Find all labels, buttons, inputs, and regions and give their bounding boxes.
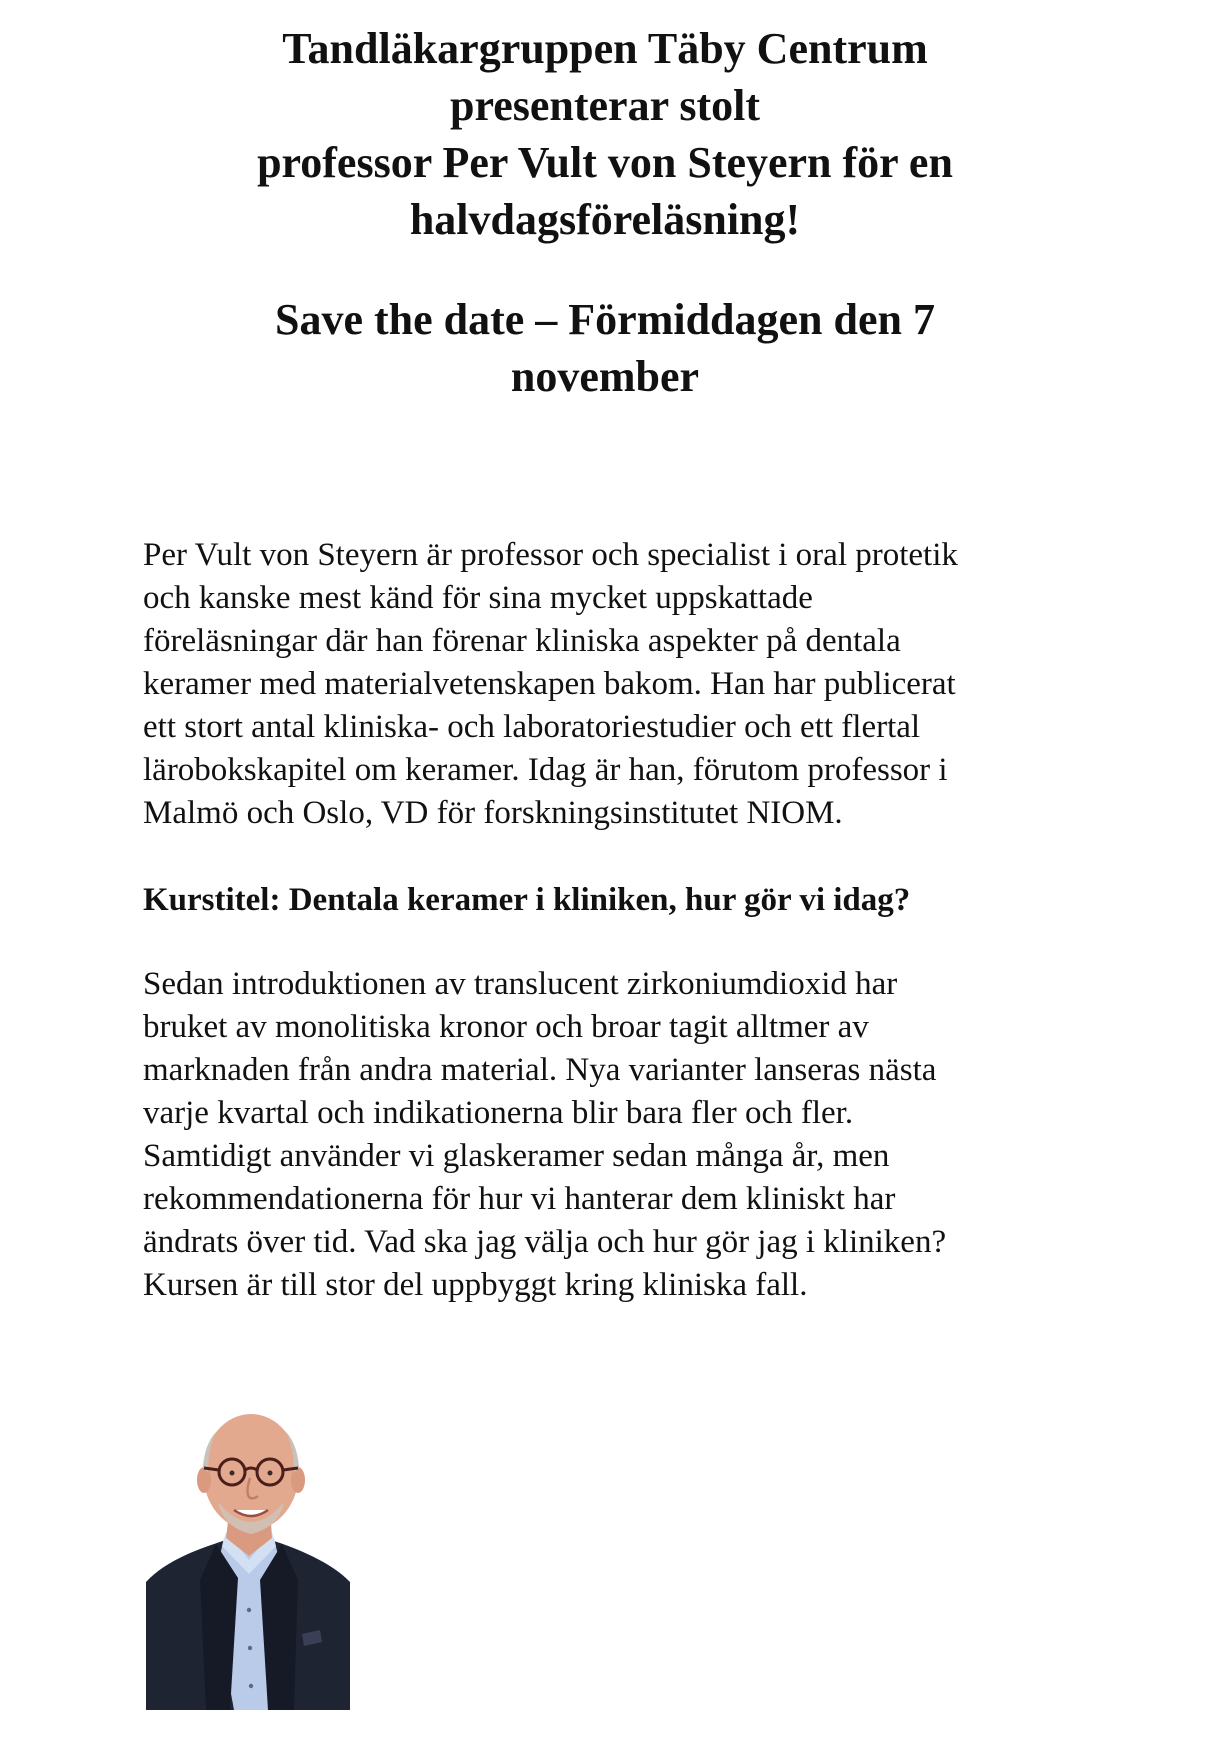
portrait-illustration — [146, 1410, 350, 1710]
portrait-shirt-button — [249, 1684, 253, 1688]
headline-line: professor Per Vult von Steyern för en — [257, 138, 953, 187]
portrait-glasses-arm — [283, 1468, 298, 1470]
description-line: varje kvartal och indikationerna blir bara fler och fler. — [143, 1095, 854, 1131]
portrait-shirt-button — [248, 1646, 252, 1650]
bio-line: lärobokskapitel om keramer. Idag är han, förutom professor i — [143, 752, 948, 788]
speaker-bio — [143, 534, 1073, 835]
description-line: ändrats över tid. Vad ska jag välja och hur gör jag i kliniken? — [143, 1224, 947, 1260]
course-description — [143, 963, 1073, 1307]
bio-line: Malmö och Oslo, VD för forskningsinstitutet NIOM. — [143, 795, 843, 831]
description-line: Kursen är till stor del uppbyggt kring kliniska fall. — [143, 1267, 808, 1303]
bio-line: och kanske mest känd för sina mycket uppskattade — [143, 580, 813, 616]
bio-line: keramer med materialvetenskapen bakom. Han har publicerat — [143, 666, 956, 702]
headline-line: Tandläkargruppen Täby Centrum — [282, 24, 928, 73]
portrait-shirt-button — [247, 1608, 251, 1612]
description-line: Sedan introduktionen av translucent zirkoniumdioxid har — [143, 966, 898, 1002]
description-line: marknaden från andra material. Nya varianter lanseras nästa — [143, 1052, 937, 1088]
description-line: rekommendationerna för hur vi hanterar dem kliniskt har — [143, 1181, 896, 1217]
bio-line: ett stort antal kliniska- och laboratoriestudier och ett flertal — [143, 709, 921, 745]
bio-line: Per Vult von Steyern är professor och specialist i oral protetik — [143, 537, 958, 573]
save-the-date-line: Save the date – Förmiddagen den 7 — [275, 295, 935, 344]
portrait-glasses-arm — [204, 1468, 219, 1470]
bio-line: föreläsningar där han förenar kliniska aspekter på dentala — [143, 623, 901, 659]
description-line: Samtidigt använder vi glaskeramer sedan många år, men — [143, 1138, 890, 1174]
speaker-portrait — [146, 1410, 350, 1710]
portrait-ear — [197, 1467, 211, 1493]
course-title: Kurstitel: Dentala keramer i kliniken, hur gör vi idag? — [143, 882, 911, 918]
portrait-eye — [230, 1471, 235, 1476]
headline-line: presenterar stolt — [450, 81, 760, 130]
save-the-date-line: november — [510, 352, 700, 401]
event-headline — [150, 20, 1060, 248]
portrait-ear — [291, 1467, 305, 1493]
save-the-date-heading — [150, 291, 1060, 405]
headline-line: halvdagsföreläsning! — [409, 195, 801, 244]
portrait-eye — [268, 1471, 273, 1476]
description-line: bruket av monolitiska kronor och broar tagit alltmer av — [143, 1009, 869, 1045]
